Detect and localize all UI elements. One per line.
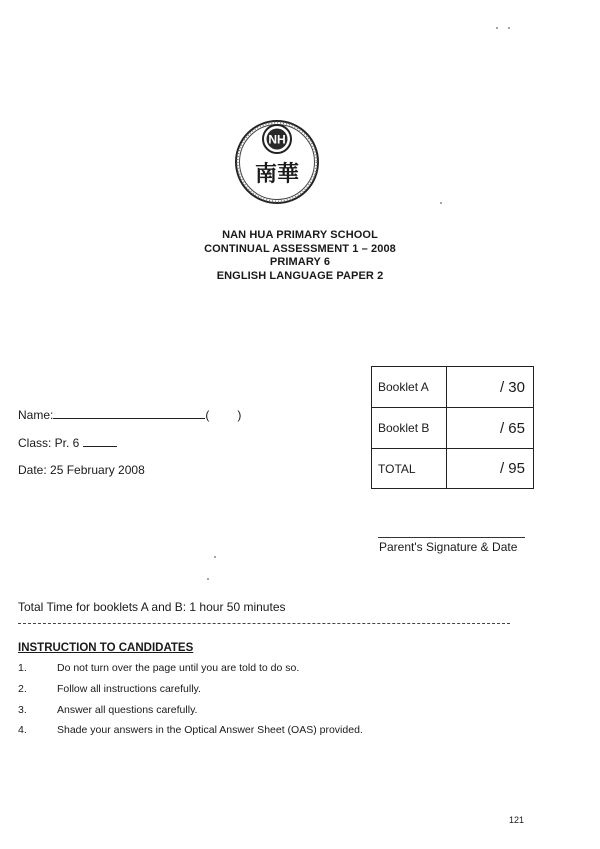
score-value[interactable]: / 95 <box>447 449 534 489</box>
score-value[interactable]: / 30 <box>447 367 534 408</box>
scan-speck <box>496 27 498 29</box>
instruction-number: 1. <box>18 662 27 674</box>
name-blank[interactable] <box>53 418 205 419</box>
school-logo <box>234 112 320 208</box>
date-label: Date: 25 February 2008 <box>18 463 145 477</box>
page-number: 121 <box>509 815 525 825</box>
scan-speck <box>440 202 442 204</box>
score-table <box>371 366 534 489</box>
score-label: Booklet A <box>372 367 447 408</box>
score-label: Booklet B <box>372 408 447 449</box>
logo-chinese-text: 南華 <box>254 162 300 187</box>
instruction-number: 2. <box>18 683 27 695</box>
instruction-text: Follow all instructions carefully. <box>57 683 201 695</box>
score-row <box>372 408 534 449</box>
scan-speck <box>214 556 216 558</box>
page-header <box>0 229 600 283</box>
index-paren-open: ( <box>205 408 210 422</box>
signature-line[interactable] <box>378 537 525 538</box>
instruction-text: Shade your answers in the Optical Answer Sheet (OAS) provided. <box>57 724 363 736</box>
assessment-title: CONTINUAL ASSESSMENT 1 – 2008 <box>204 242 396 255</box>
instruction-text: Do not turn over the page until you are told to do so. <box>57 662 300 674</box>
logo-emblem-text: NH <box>268 132 286 147</box>
instruction-text: Answer all questions carefully. <box>57 704 198 716</box>
paper-title: ENGLISH LANGUAGE PAPER 2 <box>216 269 384 282</box>
score-row-total <box>372 449 534 489</box>
level-title: PRIMARY 6 <box>269 256 331 268</box>
index-paren-close: ) <box>237 408 242 422</box>
date-field <box>18 463 145 477</box>
class-field <box>18 436 117 450</box>
scan-speck <box>207 578 209 580</box>
name-field <box>18 408 241 422</box>
name-label: Name: <box>18 408 54 422</box>
total-time: Total Time for booklets A and B: 1 hour 50 minutes <box>18 600 286 614</box>
school-name: NAN HUA PRIMARY SCHOOL <box>222 229 378 241</box>
score-label: TOTAL <box>372 449 447 489</box>
instructions-title: INSTRUCTION TO CANDIDATES <box>18 642 194 654</box>
score-row <box>372 367 534 408</box>
divider <box>18 623 510 624</box>
signature-label: Parent's Signature & Date <box>379 540 518 554</box>
scan-speck <box>508 27 510 29</box>
instruction-number: 4. <box>18 724 27 736</box>
class-blank[interactable] <box>83 446 117 447</box>
class-label: Class: Pr. 6 <box>18 436 80 450</box>
score-value[interactable]: / 65 <box>447 408 534 449</box>
instruction-number: 3. <box>18 704 27 716</box>
